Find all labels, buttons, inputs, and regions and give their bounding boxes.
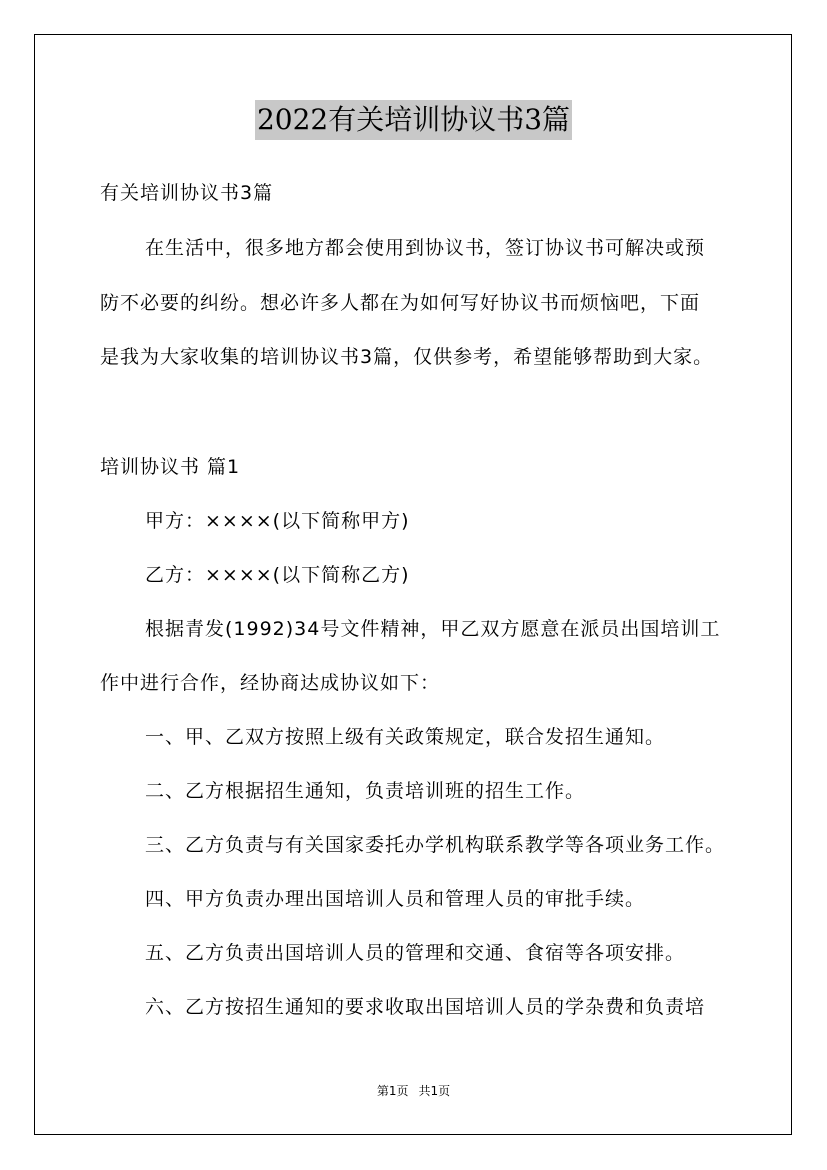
clause-line: 四、甲方负责办理出国培训人员和管理人员的审批手续。 [145, 888, 646, 910]
intro-line: 是我为大家收集的培训协议书3篇，仅供参考，希望能够帮助到大家。 [100, 346, 714, 368]
page-footer [0, 1083, 827, 1099]
clause-line: 一、甲、乙双方按照上级有关政策规定，联合发招生通知。 [145, 726, 666, 748]
document-subtitle: 有关培训协议书3篇 [100, 182, 274, 204]
clause-line: 三、乙方负责与有关国家委托办学机构联系教学等各项业务工作。 [145, 834, 726, 856]
document-title: 2022有关培训协议书3篇 [255, 100, 572, 140]
intro-line: 在生活中，很多地方都会使用到协议书，签订协议书可解决或预 [145, 237, 706, 259]
section-heading: 培训协议书 篇1 [100, 456, 241, 478]
clause-line: 六、乙方按招生通知的要求收取出国培训人员的学杂费和负责培 [145, 996, 706, 1018]
clause-line: 五、乙方负责出国培训人员的管理和交通、食宿等各项安排。 [145, 942, 686, 964]
party-b-line: 乙方：××××(以下简称乙方) [145, 564, 410, 586]
page-number: 第1页 [376, 1084, 409, 1098]
intro-line: 防不必要的纠纷。想必许多人都在为如何写好协议书而烦恼吧，下面 [100, 292, 701, 314]
basis-line: 作中进行合作，经协商达成协议如下： [100, 672, 441, 694]
party-a-line: 甲方：××××(以下简称甲方) [145, 510, 410, 532]
clause-line: 二、乙方根据招生通知，负责培训班的招生工作。 [145, 780, 586, 802]
basis-line: 根据青发(1992)34号文件精神，甲乙双方愿意在派员出国培训工 [145, 618, 721, 640]
title-container [0, 100, 827, 140]
page-total: 共1页 [418, 1084, 451, 1098]
